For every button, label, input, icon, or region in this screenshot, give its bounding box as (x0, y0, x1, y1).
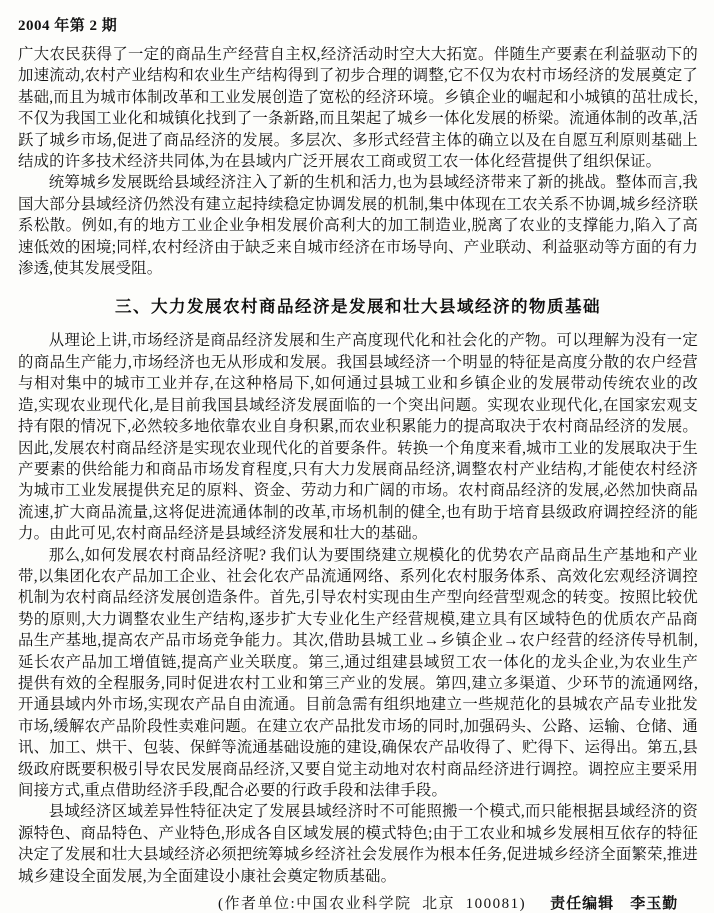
paragraph-theory: 从理论上讲,市场经济是商品经济发展和生产高度现代化和社会化的产物。可以理解为没有一定的商品生产能力,市场经济也无从形成和发展。我国县域经济一个明显的特征是高度分散的农户经营与相对集中的城市工业并存,在这种格局下,如何通过县城工业和乡镇企业的发展带动传统农业的改造,实现农业现代化,是目前我国县域经济发展面临的一个突出问题。实现农业现代化,在国家宏观支持有限的情况下,必然较多地依靠农业自身积累,而农业积累能力的提高取决于农村商品经济的发展。因此,发展农村商品经济是实现农业现代化的首要条件。转换一个角度来看,城市工业的发展取决于生产要素的供给能力和商品市场发育程度,只有大力发展商品经济,调整农村产业结构,才能使农村经济为城市工业发展提供充足的原料、资金、劳动力和广阔的市场。农村商品经济的发展,必然加快商品流速,扩大商品流量,这将促进流通体制的改革,市场机制的健全,也有助于培育县级政府调控经济的能力。由此可见,农村商品经济是县域经济发展和壮大的基础。 (18, 332, 698, 543)
paragraph-development-measures: 那么,如何发展农村商品经济呢? 我们认为要围绕建立规模化的优势农产品商品生产基地和产业带,以集团化农产品加工企业、社会化农产品流通网络、系列化农村服务体系、高效化宏观经济调控机制为农村商品经济发展创造条件。首先,引导农村实现由生产型向经营型观念的转变。按照比较优势的原则,大力调整农业生产结构,逐步扩大专业化生产经营规模,建立具有区域特色的优质农产品商品生产基地,提高农产品市场竞争能力。其次,借助县城工业→乡镇企业→农户经营的经济传导机制,延长农产品加工增值链,提高产业关联度。第三,通过组建县域贸工农一体化的龙头企业,为农业生产提供有效的全程服务,同时促进农村工业和第三产业的发展。第四,建立多渠道、少环节的流通网络,开通县域内外市场,实现农产品自由流通。目前急需有组织地建立一些规范化的县城农产品专业批发市场,缓解农产品阶段性卖难问题。在建立农产品批发市场的同时,加强码头、公路、运输、仓储、通讯、加工、烘干、包装、保鲜等流通基础设施的建设,确保农产品收得了、贮得下、运得出。第五,县级政府既要积极引导农民发展商品经济,又要自觉主动地对农村商品经济进行调控。调控应主要采用间接方式,重点借助经济手段,配合必要的行政手段和法律手段。 (18, 546, 698, 799)
article-footer (18, 892, 698, 913)
paragraph-continuation: 广大农民获得了一定的商品生产经营自主权,经济活动时空大大拓宽。伴随生产要素在利益驱动下的加速流动,农村产业结构和农业生产结构得到了初步合理的调整,它不仅为农村市场经济的发展奠定了基础,而且为城市体制改革和工业发展创造了宽松的经济环境。乡镇企业的崛起和小城镇的茁壮成长,不仅为我国工业化和城镇化找到了一条新路,而且架起了城乡一体化发展的桥梁。流通体制的改革,活跃了城乡市场,促进了商品经济的发展。多层次、多形式经营主体的确立以及在自愿互利原则基础上结成的许多技术经济共同体,为在县域内广泛开展农工商或贸工农一体化经营提供了组织保证。 (18, 46, 698, 171)
responsible-editor (550, 892, 678, 913)
paragraph-urban-rural-challenges: 统筹城乡发展既给县域经济注入了新的生机和活力,也为县域经济带来了新的挑战。整体而言,我国大部分县域经济仍然没有建立起持续稳定协调发展的机制,集中体现在工农关系不协调,城乡经济联系松散。例如,有的地方工业企业争相发展价高利大的加工制造业,脱离了农业的支撑能力,陷入了高速低效的困境;同样,农村经济由于缺乏来自城市经济在市场导向、产业联动、利益驱动等方面的有力渗透,使其发展受阻。 (18, 174, 698, 278)
editor-name: 李玉勤 (630, 895, 679, 913)
author-affiliation: (作者单位:中国农业科学院 北京 100081) (218, 896, 527, 913)
section-heading: 三、大力发展农村商品经济是发展和壮大县域经济的物质基础 (115, 298, 601, 317)
issue-header: 2004 年第 2 期 (18, 18, 118, 34)
paragraph-regional-differences: 县域经济区域差异性特征决定了发展县域经济时不可能照搬一个模式,而只能根据县域经济的资源特色、商品特色、产业特色,形成各自区域发展的模式特色;由于工农业和城乡发展相互依存的特征决定了发展和壮大县域经济必须把统筹城乡经济社会发展作为根本任务,促进城乡经济全面繁荣,推进城乡建设全面发展,为全面建设小康社会奠定物质基础。 (18, 803, 698, 885)
editor-label: 责任编辑 (550, 895, 615, 913)
